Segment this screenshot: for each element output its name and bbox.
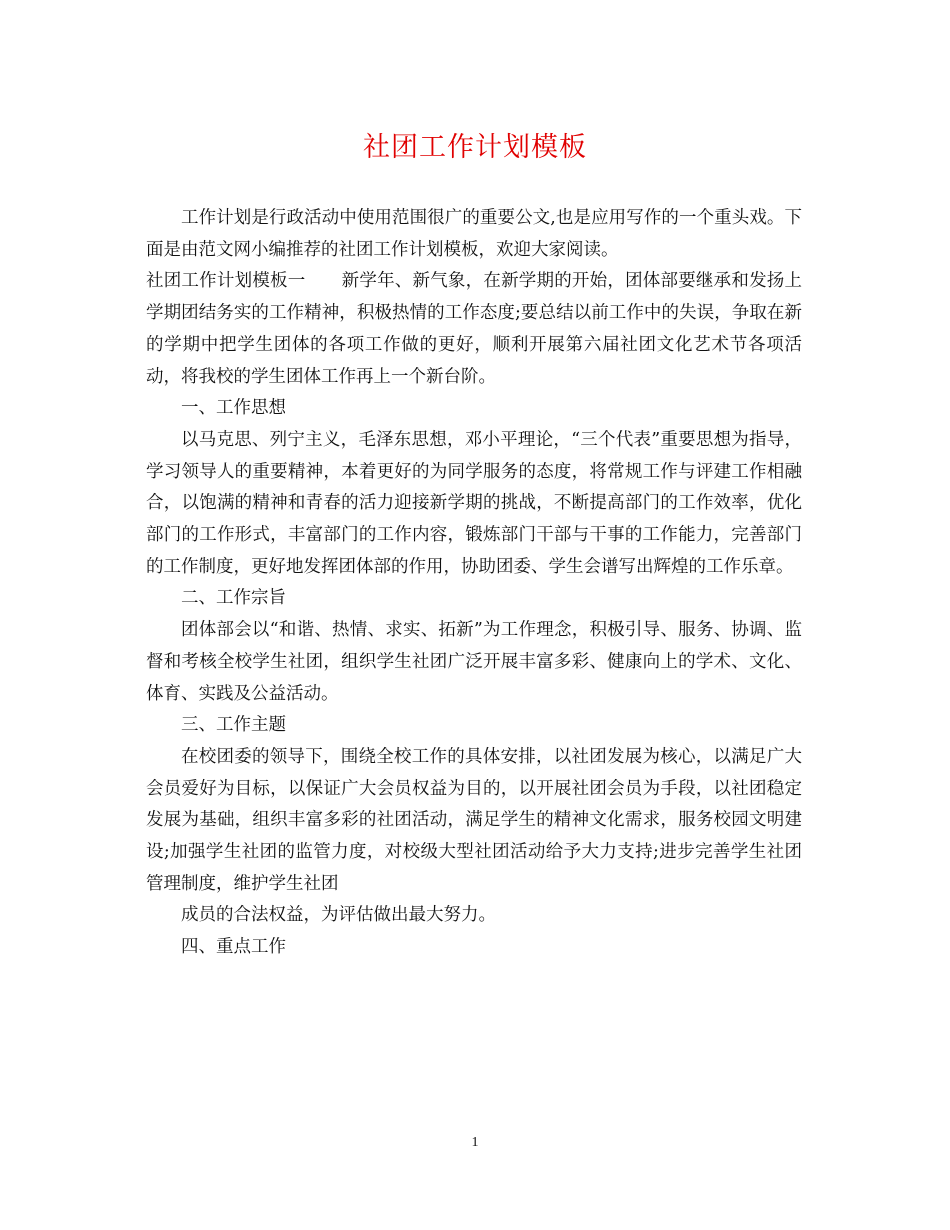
document-body bbox=[146, 203, 802, 964]
section-paragraph-3: 在校团委的领导下，围绕全校工作的具体安排，以社团发展为核心，以满足广大会员爱好为目标，以保证广大会员权益为目的，以开展社团会员为手段，以社团稳定发展为基础，组织丰富多彩的社团活动，满足学生的精神文化需求，服务校园文明建设;加强学生社团的监管力度，对校级大型社团活动给予大力支持;进步完善学生社团管理制度，维护学生社团 bbox=[146, 746, 802, 894]
section-heading-2: 二、工作宗旨 bbox=[181, 588, 286, 609]
section-paragraph-3-continued: 成员的合法权益，为评估做出最大努力。 bbox=[181, 905, 496, 926]
template-text: 新学年、新气象，在新学期的开始，团体部要继承和发扬上学期团结务实的工作精神，积极热情的工作态度;要总结以前工作中的失误，争取在新的学期中把学生团体的各项工作做的更好，顺利开展第六届社团文化艺术节各项活动，将我校的学生团体工作再上一个新台阶。 bbox=[146, 271, 803, 387]
template-label: 社团工作计划模板一 bbox=[146, 271, 306, 292]
template-paragraph bbox=[146, 266, 802, 393]
section-paragraph-1: 以马克思、列宁主义，毛泽东思想，邓小平理论，“三个代表”重要思想为指导，学习领导人的重要精神，本着更好的为同学服务的态度，将常规工作与评建工作相融合，以饱满的精神和青春的活力迎接新学期的挑战，不断提高部门的工作效率，优化部门的工作形式，丰富部门的工作内容，锻炼部门干部与干事的工作能力，完善部门的工作制度，更好地发挥团体部的作用，协助团委、学生会谱写出辉煌的工作乐章。 bbox=[146, 429, 802, 577]
intro-paragraph: 工作计划是行政活动中使用范围很广的重要公文,也是应用写作的一个重头戏。下面是由范文网小编推荐的社团工作计划模板，欢迎大家阅读。 bbox=[146, 208, 802, 260]
section-heading-4: 四、重点工作 bbox=[181, 937, 286, 958]
document-title: 社团工作计划模板 bbox=[363, 132, 587, 163]
section-paragraph-2: 团体部会以“和谐、热情、求实、拓新”为工作理念，积极引导、服务、协调、监督和考核全校学生社团，组织学生社团广泛开展丰富多彩、健康向上的学术、文化、体育、实践及公益活动。 bbox=[146, 620, 802, 704]
page-number: 1 bbox=[471, 1135, 479, 1150]
section-heading-3: 三、工作主题 bbox=[181, 715, 286, 736]
section-heading-1: 一、工作思想 bbox=[181, 398, 286, 419]
